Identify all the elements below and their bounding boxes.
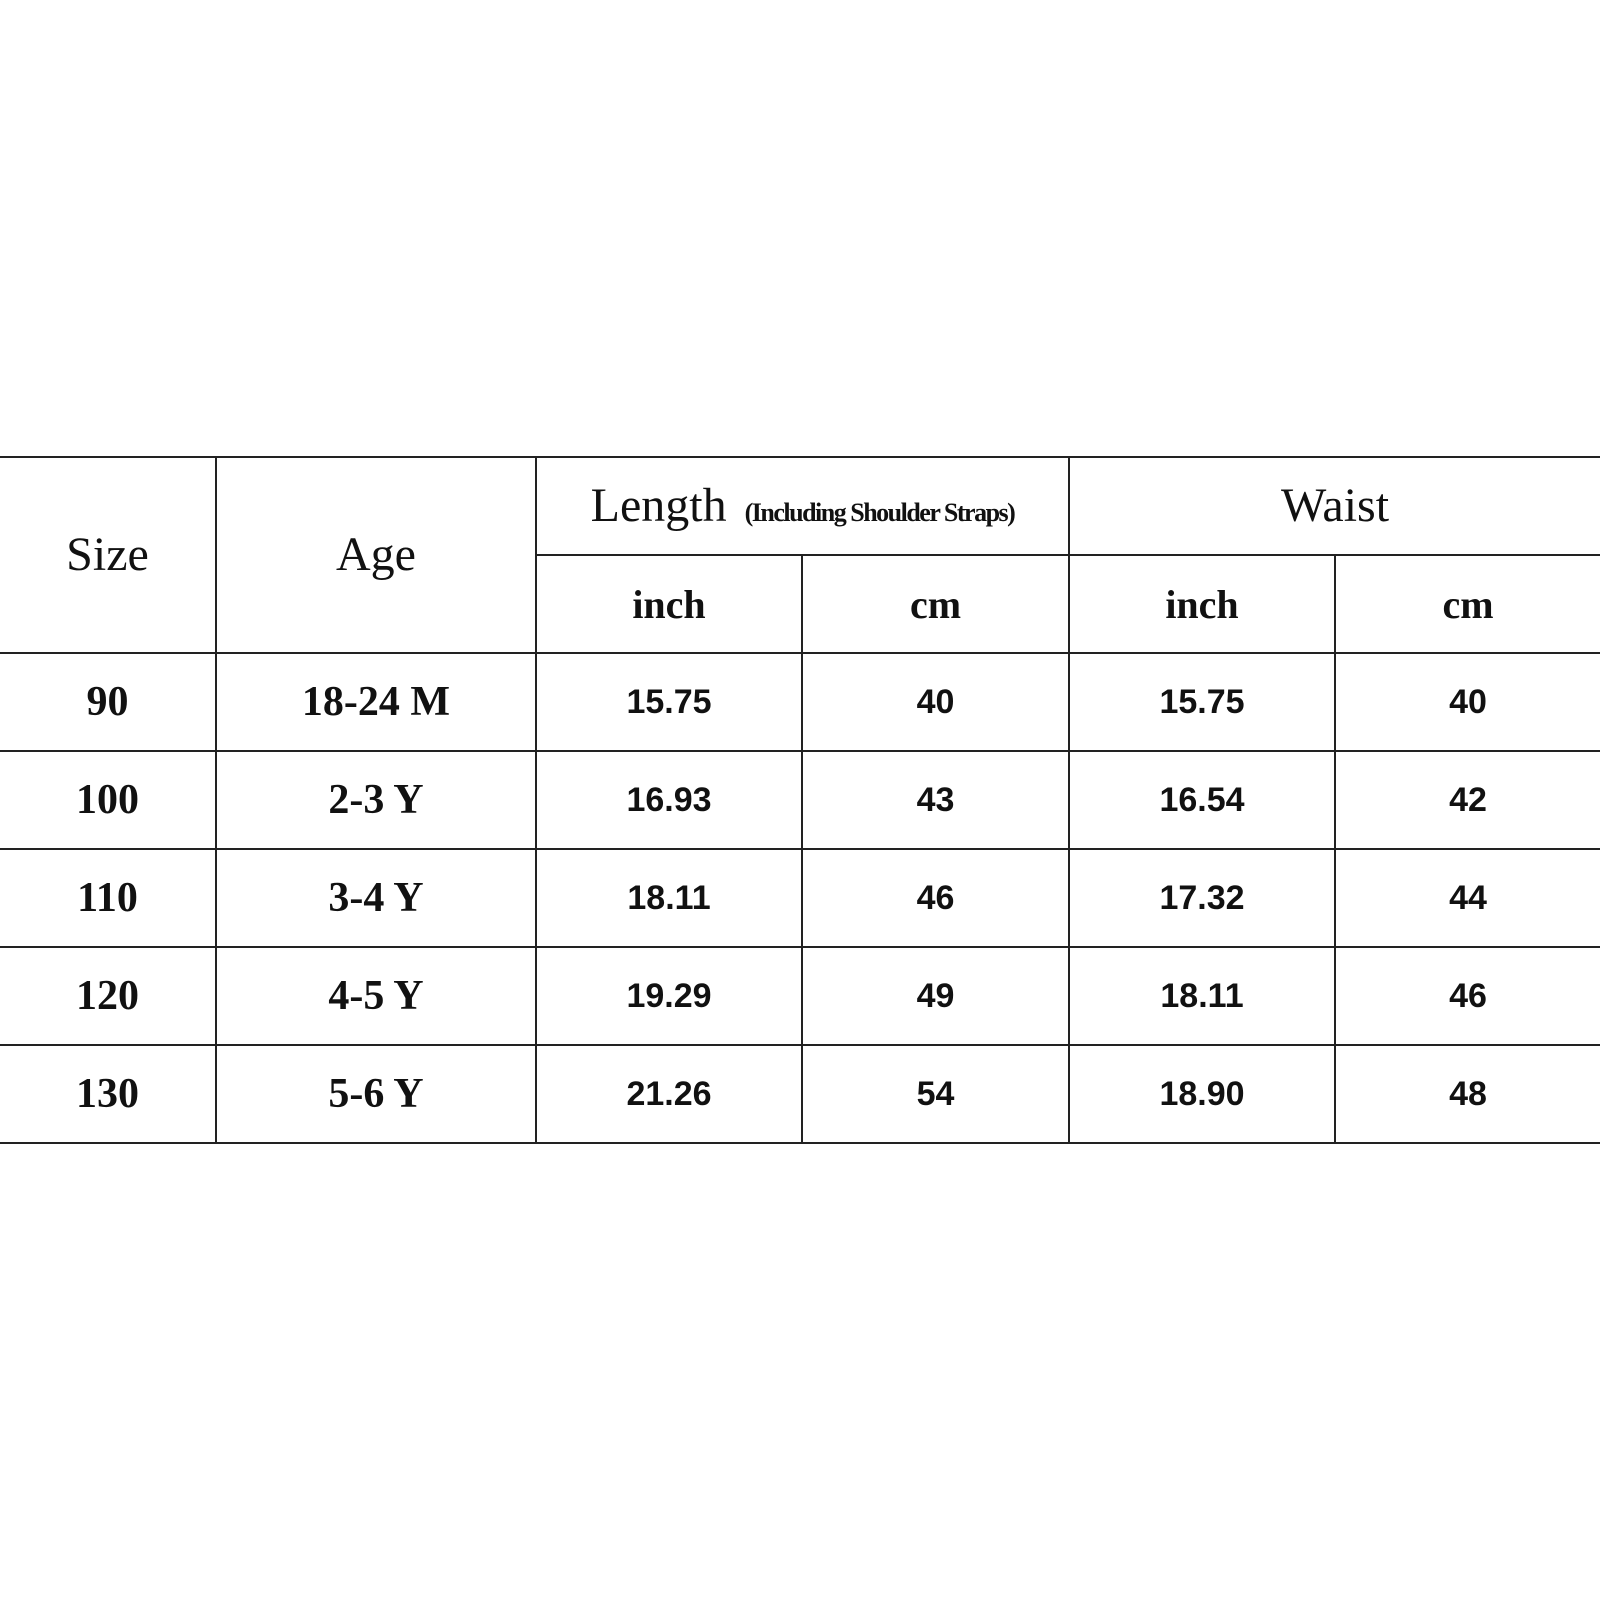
cell-length-inch: 16.93	[626, 780, 712, 819]
header-length	[537, 456, 1068, 554]
header-length-label: Length	[590, 478, 727, 532]
cell-waist-inch: 17.32	[1159, 878, 1245, 917]
header-waist: Waist	[1280, 478, 1390, 532]
size-chart-table	[0, 456, 1600, 1144]
cell-waist-inch: 16.54	[1159, 780, 1245, 819]
cell-length-inch: 19.29	[626, 976, 712, 1015]
cell-age: 5-6 Y	[328, 1071, 424, 1117]
cell-waist-inch: 18.90	[1159, 1074, 1245, 1113]
cell-size: 90	[86, 679, 129, 725]
cell-age: 3-4 Y	[328, 875, 424, 921]
cell-size: 110	[77, 875, 138, 921]
cell-length-cm: 43	[916, 780, 955, 819]
cell-age: 4-5 Y	[328, 973, 424, 1019]
cell-length-cm: 40	[916, 682, 955, 721]
cell-length-inch: 21.26	[626, 1074, 712, 1113]
cell-length-inch: 18.11	[627, 878, 711, 917]
cell-age: 2-3 Y	[328, 777, 424, 823]
cell-length-cm: 46	[916, 878, 955, 917]
cell-size: 130	[76, 1071, 139, 1117]
header-waist-cm: cm	[1442, 581, 1494, 627]
cell-length-inch: 15.75	[626, 682, 712, 721]
cell-length-cm: 49	[916, 976, 955, 1015]
header-length-cm: cm	[909, 581, 962, 627]
header-length-inch: inch	[632, 581, 706, 627]
cell-waist-cm: 46	[1449, 976, 1487, 1015]
cell-waist-cm: 44	[1449, 878, 1487, 917]
cell-waist-cm: 42	[1449, 780, 1487, 819]
cell-size: 120	[76, 973, 139, 1019]
grid-line	[0, 1142, 1600, 1144]
cell-length-cm: 54	[916, 1074, 955, 1113]
header-size: Size	[66, 527, 149, 581]
cell-size: 100	[76, 777, 139, 823]
cell-waist-cm: 40	[1449, 682, 1487, 721]
cell-waist-inch: 15.75	[1159, 682, 1245, 721]
cell-waist-inch: 18.11	[1160, 976, 1244, 1015]
cell-age: 18-24 M	[301, 679, 451, 725]
header-length-note: (Including Shoulder Straps)	[744, 498, 1015, 527]
header-age: Age	[336, 527, 416, 581]
header-waist-inch: inch	[1165, 581, 1239, 627]
cell-waist-cm: 48	[1449, 1074, 1487, 1113]
